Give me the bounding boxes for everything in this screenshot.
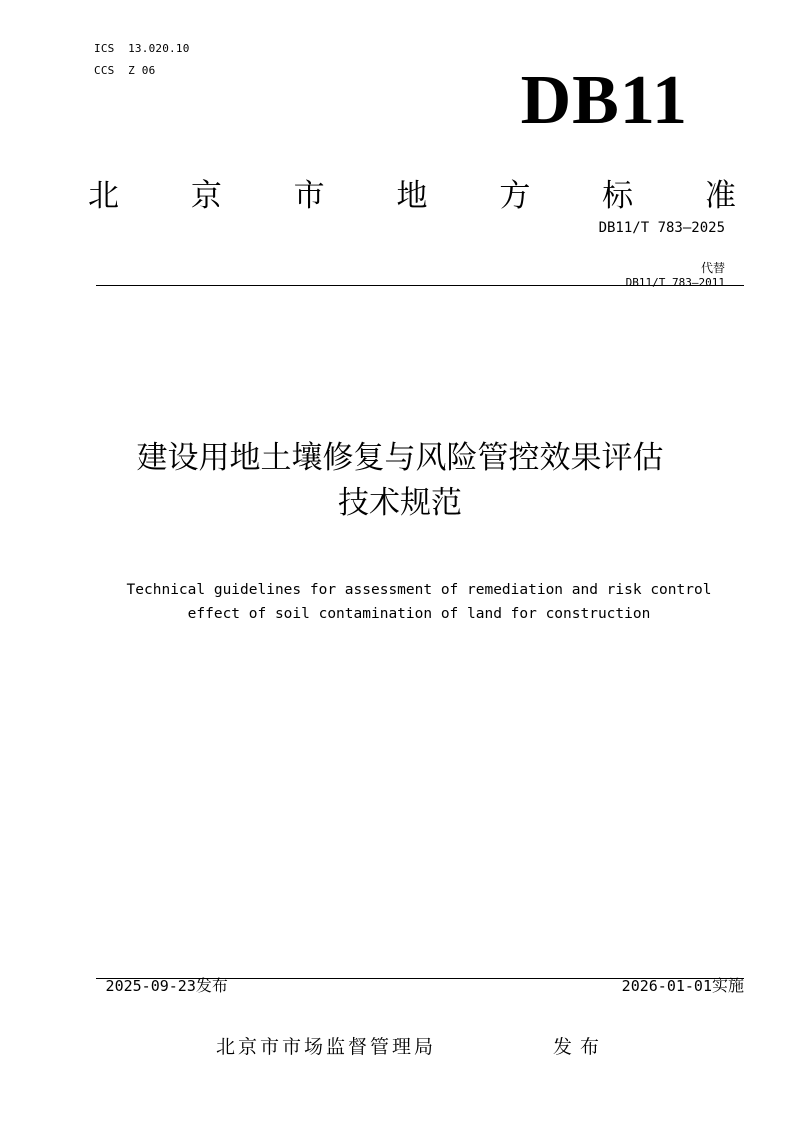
title-en-line2: effect of soil contamination of land for construction [187, 606, 651, 622]
implement-date [612, 956, 744, 996]
replaces-standard [619, 246, 725, 289]
top-divider [96, 285, 744, 286]
category-char: 方 [499, 178, 531, 214]
category-char: 京 [190, 178, 222, 214]
replaces-number: DB11/T 783—2011 [625, 276, 725, 289]
standard-category [88, 176, 736, 216]
issue-label: 发布 [553, 1036, 608, 1058]
document-title-en [0, 578, 800, 626]
db11-logo: DB11 [520, 62, 688, 139]
release-date [96, 956, 228, 996]
implement-date-value: 2026-01-01 [621, 977, 712, 995]
document-title-cn [0, 436, 800, 526]
category-char: 地 [396, 178, 428, 214]
category-char: 北 [88, 178, 119, 214]
category-char: 准 [704, 178, 736, 214]
ics-code: ICS 13.020.10 [94, 42, 190, 55]
standard-number: DB11/T 783—2025 [598, 220, 725, 236]
ccs-code: CCS Z 06 [94, 64, 156, 77]
title-en-line1: Technical guidelines for assessment of remediation and risk control [126, 582, 712, 598]
issuing-authority: 北京市市场监督管理局 [216, 1036, 437, 1058]
title-cn-line2: 技术规范 [338, 485, 462, 521]
release-date-value: 2025-09-23 [105, 977, 196, 995]
title-cn-line1: 建设用地土壤修复与风险管控效果评估 [136, 440, 664, 476]
release-label: 发布 [195, 976, 228, 995]
category-char: 市 [293, 178, 325, 214]
replaces-label: 代替 [700, 261, 725, 275]
implement-label: 实施 [711, 976, 744, 995]
category-char: 标 [602, 178, 634, 214]
bottom-divider [96, 978, 744, 979]
